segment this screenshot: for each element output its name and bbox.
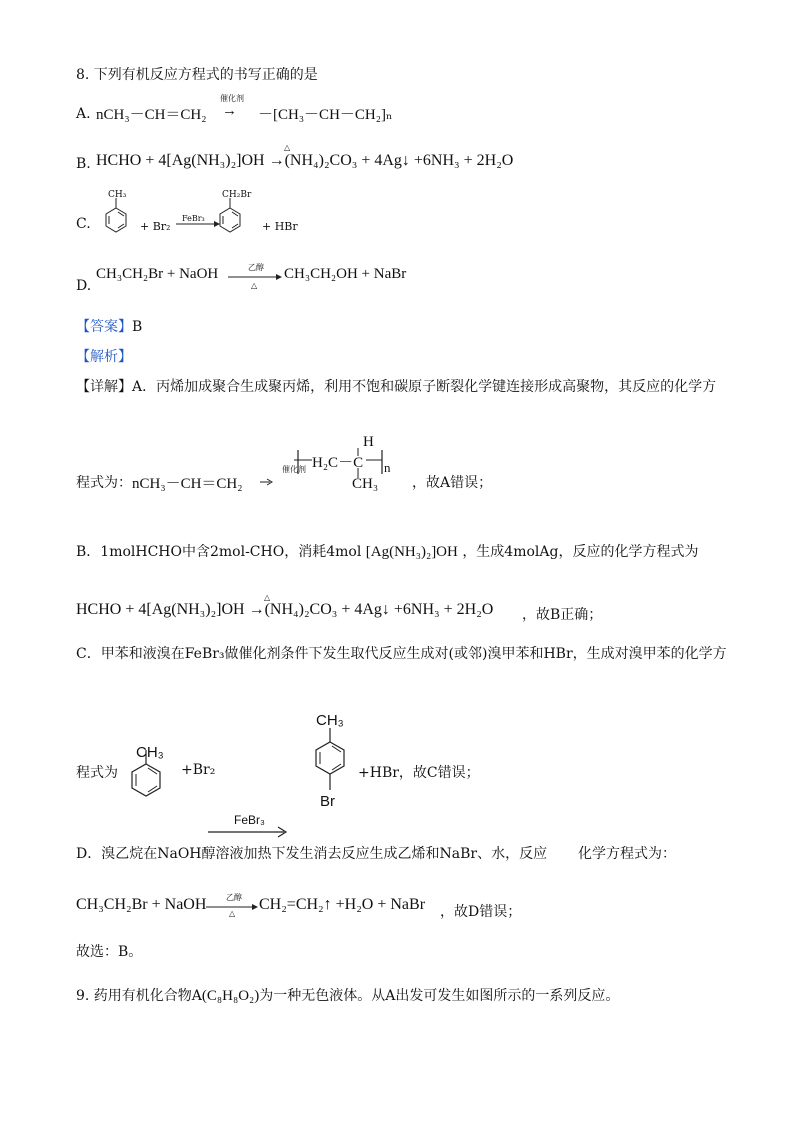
detail-b-text-1: B．1molHCHO中含2mol-CHO，消耗4mol — [76, 544, 362, 560]
detail-b-equation: HCHO + 4[Ag(NH₃)₂]OH →(NH₄)₂CO₃ + 4Ag↓ +6NH₃ + 2H₂O — [76, 601, 494, 618]
answer-tag: 【答案】 — [76, 319, 132, 335]
option-a-reactant: nCH₃－CH＝CH₂ — [96, 107, 207, 123]
option-c-product-group: CH₂Br — [222, 190, 252, 200]
detail-d-reactant: CH₃CH₂Br + NaOH — [76, 896, 207, 913]
benzyl-bromide-ring-icon — [220, 198, 240, 232]
detail-a-sentence: A．丙烯加成聚合生成聚丙烯，利用不饱和碳原子断裂化学键连接形成高聚物，其反应的化学方 — [132, 379, 717, 395]
detail-c-text: C．甲苯和液溴在FeBr₃做催化剂条件下发生取代反应生成对(或邻)溴甲苯和HBr，生成对溴甲苯的化学方 — [76, 646, 727, 662]
choose-line: 故选：B。 — [76, 944, 143, 960]
detail-a-end: ，故A错误； — [412, 475, 493, 491]
detail-d-cond-top: 乙醇 — [226, 893, 242, 902]
detail-a-ch3: CH₃ — [352, 476, 379, 492]
detail-c-br2: +Br₂ — [181, 762, 216, 778]
detail-a-prefix: 程式为： — [76, 475, 132, 491]
detail-c-ch3-left: CH₃ — [136, 744, 164, 761]
detail-a-chain: H₂C－C — [312, 455, 364, 471]
option-a-label: A. — [76, 106, 91, 122]
detail-a-text — [76, 376, 716, 396]
detail-a-reactant: nCH₃－CH＝CH₂ — [132, 476, 243, 492]
q9-text-1: 9. 药用有机化合物A — [76, 988, 202, 1004]
question-9 — [76, 985, 619, 1005]
q9-formula: (C₈H₈O₂) — [201, 988, 260, 1004]
detail-c-prefix: 程式为 — [76, 765, 118, 781]
option-b-condition: △ — [284, 143, 291, 152]
answer-line — [76, 316, 142, 336]
option-a-catalyst: 催化剂 — [220, 94, 244, 103]
option-c-plus-br2: + Br₂ — [140, 220, 171, 233]
option-d-label: D. — [76, 278, 92, 294]
detail-b-complex: [Ag(NH₃)₂]OH — [365, 544, 458, 560]
detail-a-catalyst: 催化剂 — [282, 465, 306, 474]
q9-text-2: 为一种无色液体。从A出发可发生如图所示的一系列反应。 — [259, 988, 620, 1004]
option-d-product: CH₃CH₂OH + NaBr — [284, 266, 407, 282]
option-d-reactant: CH₃CH₂Br + NaOH — [96, 266, 219, 282]
option-b-label: B. — [76, 156, 91, 172]
option-c-reactant-group: CH₃ — [108, 190, 127, 200]
detail-a-arrow-icon — [260, 478, 274, 486]
detail-a-n: n — [384, 460, 391, 475]
option-d-cond-top: 乙醇 — [248, 263, 264, 272]
option-d-cond-bottom: △ — [251, 281, 258, 290]
detail-b-condition: △ — [264, 593, 271, 602]
detail-b-line — [76, 541, 698, 561]
detail-d-cond-bottom: △ — [229, 909, 236, 918]
detail-b-text-2: ，生成4molAg，反应的化学方程式为 — [462, 544, 699, 560]
detail-d-end: ，故D错误； — [440, 904, 522, 920]
option-b-equation: HCHO + 4[Ag(NH₃)₂]OH →(NH₄)₂CO₃ + 4Ag↓ +6NH₃ + 2H₂O — [96, 152, 514, 169]
option-d-arrow-icon — [228, 273, 282, 281]
p-bromotoluene-ring-icon — [316, 728, 344, 790]
detail-c-end: +HBr，故C错误； — [358, 765, 480, 781]
option-c-catalyst: FeBr₃ — [182, 214, 205, 223]
option-c-plus-hbr: + HBr — [262, 220, 298, 233]
option-a-arrow: → — [222, 103, 237, 119]
detail-c-ch3-right: CH₃ — [316, 712, 344, 729]
question-8-title: 8. 下列有机反应方程式的书写正确的是 — [76, 67, 318, 83]
option-c-label: C. — [76, 216, 91, 232]
analysis-tag: 【解析】 — [76, 349, 132, 365]
answer-value: B — [132, 319, 143, 335]
detail-d-product: CH₂=CH₂↑ +H₂O + NaBr — [259, 896, 426, 913]
detail-a-h: H — [363, 434, 374, 450]
detail-d-text-1: D．溴乙烷在NaOH醇溶液加热下发生消去反应生成乙烯和NaBr、水，反应 — [76, 846, 548, 862]
toluene-ring-icon — [106, 198, 126, 232]
detail-c-br: Br — [320, 793, 335, 810]
detail-tag: 【详解】 — [76, 379, 132, 395]
detail-c-catalyst: FeBr₃ — [234, 813, 265, 827]
option-a-product: －[CH₃－CH－CH₂]ₙ — [258, 107, 393, 123]
option-c-reaction-scheme — [100, 186, 310, 246]
detail-d-text-2: 化学方程式为： — [578, 846, 676, 862]
detail-b-end: ，故B正确； — [522, 607, 603, 623]
